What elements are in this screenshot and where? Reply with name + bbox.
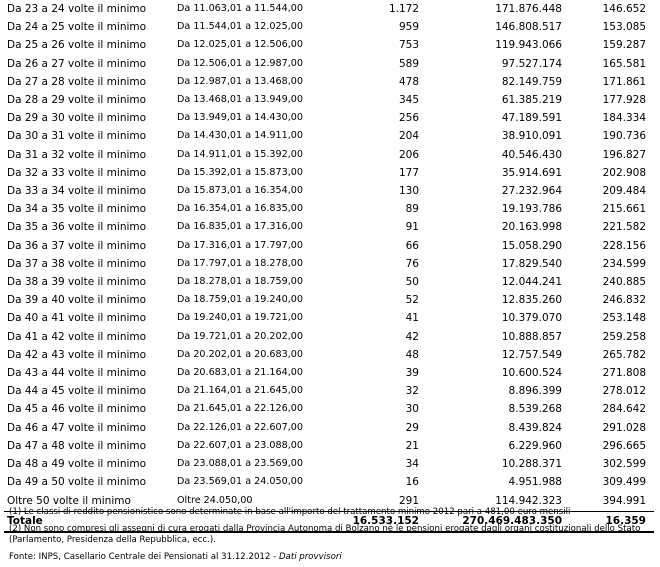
average-cell: 284.642 xyxy=(602,403,646,416)
income-class-cell: Da 33 a 34 volte il minimo xyxy=(7,185,147,198)
table-row xyxy=(4,200,654,218)
pension-count-cell: 66 xyxy=(405,239,419,252)
income-range-cell: Da 23.569,01 a 24.050,00 xyxy=(177,476,303,488)
income-range-cell: Da 19.721,01 a 20.202,00 xyxy=(177,330,303,342)
income-class-cell: Da 47 a 48 volte il minimo xyxy=(7,439,147,452)
amount-cell: 10.888.857 xyxy=(501,330,562,343)
pension-count-cell: 42 xyxy=(405,330,419,343)
amount-cell: 38.910.091 xyxy=(501,130,562,143)
income-range-cell: Da 14.911,01 a 15.392,00 xyxy=(177,148,303,160)
income-class-cell: Da 31 a 32 volte il minimo xyxy=(7,148,147,161)
average-cell: 259.258 xyxy=(602,330,646,343)
average-cell: 278.012 xyxy=(602,385,646,398)
amount-cell: 17.829.540 xyxy=(501,257,562,270)
income-range-cell: Da 13.468,01 a 13.949,00 xyxy=(177,94,303,106)
amount-cell: 8.539.268 xyxy=(508,403,562,416)
average-cell: 234.599 xyxy=(602,257,646,270)
income-class-cell: Da 34 a 35 volte il minimo xyxy=(7,203,147,216)
income-range-cell: Da 17.316,01 a 17.797,00 xyxy=(177,239,303,251)
table-row xyxy=(4,419,654,437)
pension-class-table xyxy=(4,0,654,533)
amount-cell: 8.896.399 xyxy=(508,385,562,398)
pension-count-cell: 130 xyxy=(398,185,419,198)
table-row xyxy=(4,127,654,145)
source-label: Fonte: INPS, Casellario Centrale dei Pensionati al 31.12.2012 - xyxy=(9,552,279,562)
pension-count-cell: 50 xyxy=(405,276,419,289)
income-class-cell: Da 24 a 25 volte il minimo xyxy=(7,21,147,34)
income-range-cell: Da 21.164,01 a 21.645,00 xyxy=(177,385,303,397)
amount-cell: 6.229.960 xyxy=(508,439,562,452)
income-range-cell: Da 16.354,01 a 16.835,00 xyxy=(177,203,303,215)
pension-count-cell: 256 xyxy=(398,112,419,125)
income-class-cell: Da 43 a 44 volte il minimo xyxy=(7,367,147,380)
average-cell: 159.287 xyxy=(602,39,646,52)
pension-count-cell: 959 xyxy=(398,21,419,34)
income-range-cell: Da 20.202,01 a 20.683,00 xyxy=(177,348,303,360)
income-class-cell: Da 36 a 37 volte il minimo xyxy=(7,239,147,252)
table-row xyxy=(4,437,654,455)
pension-count-cell: 345 xyxy=(398,94,419,107)
pension-count-cell: 29 xyxy=(405,421,419,434)
pension-count-cell: 291 xyxy=(398,495,419,508)
pension-count-cell: 753 xyxy=(398,39,419,52)
income-class-cell: Da 27 a 28 volte il minimo xyxy=(7,75,147,88)
income-range-cell: Da 13.949,01 a 14.430,00 xyxy=(177,112,303,124)
amount-cell: 146.808.517 xyxy=(495,21,562,34)
income-class-cell: Da 37 a 38 volte il minimo xyxy=(7,257,147,270)
table-row xyxy=(4,164,654,182)
table-row xyxy=(4,0,654,18)
income-range-cell: Da 22.607,01 a 23.088,00 xyxy=(177,439,303,451)
average-cell: 240.885 xyxy=(602,276,646,289)
average-cell: 202.908 xyxy=(602,166,646,179)
amount-cell: 82.149.759 xyxy=(501,75,562,88)
amount-cell: 20.163.998 xyxy=(501,221,562,234)
average-cell: 184.334 xyxy=(602,112,646,125)
average-cell: 221.582 xyxy=(602,221,646,234)
income-class-cell: Da 30 a 31 volte il minimo xyxy=(7,130,147,143)
pension-count-cell: 91 xyxy=(405,221,419,234)
amount-cell: 10.600.524 xyxy=(501,367,562,380)
income-class-cell: Da 45 a 46 volte il minimo xyxy=(7,403,147,416)
table-row xyxy=(4,473,654,491)
pension-count-cell: 34 xyxy=(405,458,419,471)
table-row xyxy=(4,146,654,164)
pension-count-cell: 21 xyxy=(405,439,419,452)
income-range-cell: Da 22.126,01 a 22.607,00 xyxy=(177,421,303,433)
average-cell: 394.991 xyxy=(602,495,646,508)
table-row xyxy=(4,309,654,327)
average-cell: 177.928 xyxy=(602,94,646,107)
pension-count-cell: 206 xyxy=(398,148,419,161)
table-row xyxy=(4,382,654,400)
amount-cell: 114.942.323 xyxy=(495,495,562,508)
average-cell: 228.156 xyxy=(602,239,646,252)
pension-count-cell: 177 xyxy=(398,166,419,179)
income-class-cell: Da 39 a 40 volte il minimo xyxy=(7,294,147,307)
pension-count-cell: 478 xyxy=(398,75,419,88)
amount-cell: 15.058.290 xyxy=(501,239,562,252)
amount-cell: 4.951.988 xyxy=(508,476,562,489)
amount-cell: 8.439.824 xyxy=(508,421,562,434)
average-cell: 171.861 xyxy=(602,75,646,88)
average-cell: 309.499 xyxy=(602,476,646,489)
table-row xyxy=(4,55,654,73)
income-class-cell: Da 49 a 50 volte il minimo xyxy=(7,476,147,489)
amount-cell: 97.527.174 xyxy=(501,57,562,70)
table-row xyxy=(4,218,654,236)
pension-count-cell: 89 xyxy=(405,203,419,216)
income-class-cell: Da 25 a 26 volte il minimo xyxy=(7,39,147,52)
average-cell: 291.028 xyxy=(602,421,646,434)
average-cell: 196.827 xyxy=(602,148,646,161)
income-range-cell: Da 12.987,01 a 13.468,00 xyxy=(177,75,303,87)
table-row xyxy=(4,328,654,346)
table-row xyxy=(4,237,654,255)
table-body xyxy=(4,0,654,512)
income-range-cell: Da 21.645,01 a 22.126,00 xyxy=(177,403,303,415)
table-row xyxy=(4,455,654,473)
average-cell: 246.832 xyxy=(602,294,646,307)
table-row xyxy=(4,18,654,36)
table-row xyxy=(4,109,654,127)
income-class-cell: Da 26 a 27 volte il minimo xyxy=(7,57,147,70)
pension-count-cell: 32 xyxy=(405,385,419,398)
footnotes xyxy=(9,507,654,546)
pension-count-cell: 76 xyxy=(405,257,419,270)
income-range-cell: Da 11.544,01 a 12.025,00 xyxy=(177,21,303,33)
pension-count-cell: 204 xyxy=(398,130,419,143)
amount-cell: 10.379.070 xyxy=(501,312,562,325)
pension-count-cell: 48 xyxy=(405,348,419,361)
average-cell: 165.581 xyxy=(602,57,646,70)
income-range-cell: Da 20.683,01 a 21.164,00 xyxy=(177,367,303,379)
amount-cell: 27.232.964 xyxy=(501,185,562,198)
average-cell: 209.484 xyxy=(602,185,646,198)
income-range-cell: Da 18.278,01 a 18.759,00 xyxy=(177,276,303,288)
table-row xyxy=(4,36,654,54)
total-count: 16.533.152 xyxy=(340,512,423,533)
income-range-cell: Da 19.240,01 a 19.721,00 xyxy=(177,312,303,324)
income-class-cell: Da 23 a 24 volte il minimo xyxy=(7,3,147,15)
income-range-cell: Da 17.797,01 a 18.278,00 xyxy=(177,257,303,269)
average-cell: 253.148 xyxy=(602,312,646,325)
amount-cell: 171.876.448 xyxy=(495,3,562,15)
table-row xyxy=(4,255,654,273)
table-row xyxy=(4,291,654,309)
income-class-cell: Da 35 a 36 volte il minimo xyxy=(7,221,147,234)
income-range-cell: Da 23.088,01 a 23.569,00 xyxy=(177,458,303,470)
total-amount: 270.469.483.350 xyxy=(423,512,565,533)
income-class-cell: Da 28 a 29 volte il minimo xyxy=(7,94,147,107)
income-range-cell: Da 14.430,01 a 14.911,00 xyxy=(177,130,303,142)
income-range-cell: Da 15.392,01 a 15.873,00 xyxy=(177,166,303,178)
table-row xyxy=(4,182,654,200)
pension-count-cell: 16 xyxy=(405,476,419,489)
amount-cell: 10.288.371 xyxy=(501,458,562,471)
average-cell: 302.599 xyxy=(602,458,646,471)
footnote-2: (2) Non sono compresi gli assegni di cura erogati dalla Provincia Autonoma di Bolzano nè le pensioni erogate dagli organi costituzionali dello Stato (Parlamento, Presidenza della Repubblica, ecc.). xyxy=(9,524,641,545)
income-class-cell: Da 46 a 47 volte il minimo xyxy=(7,421,147,434)
pension-count-cell: 52 xyxy=(405,294,419,307)
amount-cell: 19.193.786 xyxy=(501,203,562,216)
income-class-cell: Da 48 a 49 volte il minimo xyxy=(7,458,147,471)
footnote-1: (1) Le classi di reddito pensionistico sono determinate in base all'importo del trattamento minimo 2012 pari a 481,00 euro mensili xyxy=(9,507,571,517)
pension-count-cell: 1.172 xyxy=(388,3,419,15)
source-line xyxy=(9,552,342,563)
amount-cell: 47.189.591 xyxy=(501,112,562,125)
average-cell: 265.782 xyxy=(602,348,646,361)
table-row xyxy=(4,400,654,418)
amount-cell: 35.914.691 xyxy=(501,166,562,179)
amount-cell: 12.835.260 xyxy=(501,294,562,307)
income-class-cell: Da 44 a 45 volte il minimo xyxy=(7,385,147,398)
average-cell: 296.665 xyxy=(602,439,646,452)
income-range-cell: Da 11.063,01 a 11.544,00 xyxy=(177,3,303,14)
pension-count-cell: 41 xyxy=(405,312,419,325)
average-cell: 215.661 xyxy=(602,203,646,216)
income-range-cell: Da 12.506,01 a 12.987,00 xyxy=(177,57,303,69)
average-cell: 153.085 xyxy=(602,21,646,34)
pension-count-cell: 589 xyxy=(398,57,419,70)
total-average: 16.359 xyxy=(565,512,654,533)
table-row xyxy=(4,273,654,291)
income-class-cell: Da 42 a 43 volte il minimo xyxy=(7,348,147,361)
pension-count-cell: 30 xyxy=(405,403,419,416)
income-range-cell: Da 16.835,01 a 17.316,00 xyxy=(177,221,303,233)
total-label: Totale xyxy=(4,512,177,533)
income-range-cell: Da 15.873,01 a 16.354,00 xyxy=(177,185,303,197)
income-class-cell: Da 41 a 42 volte il minimo xyxy=(7,330,147,343)
table-row xyxy=(4,346,654,364)
amount-cell: 119.943.066 xyxy=(495,39,562,52)
income-range-cell: Da 12.025,01 a 12.506,00 xyxy=(177,39,303,51)
income-class-cell: Da 38 a 39 volte il minimo xyxy=(7,276,147,289)
income-range-cell: Oltre 24.050,00 xyxy=(177,495,253,507)
amount-cell: 12.757.549 xyxy=(501,348,562,361)
average-cell: 190.736 xyxy=(602,130,646,143)
source-status: Dati provvisori xyxy=(278,552,342,562)
amount-cell: 12.044.241 xyxy=(501,276,562,289)
average-cell: 146.652 xyxy=(602,3,646,15)
pension-count-cell: 39 xyxy=(405,367,419,380)
amount-cell: 61.385.219 xyxy=(501,94,562,107)
average-cell: 271.808 xyxy=(602,367,646,380)
income-range-cell: Da 18.759,01 a 19.240,00 xyxy=(177,294,303,306)
income-class-cell: Oltre 50 volte il minimo xyxy=(7,495,131,508)
income-class-cell: Da 32 a 33 volte il minimo xyxy=(7,166,147,179)
income-class-cell: Da 40 a 41 volte il minimo xyxy=(7,312,147,325)
amount-cell: 40.546.430 xyxy=(501,148,562,161)
table-row xyxy=(4,364,654,382)
income-class-cell: Da 29 a 30 volte il minimo xyxy=(7,112,147,125)
table-row xyxy=(4,73,654,91)
table-row xyxy=(4,91,654,109)
